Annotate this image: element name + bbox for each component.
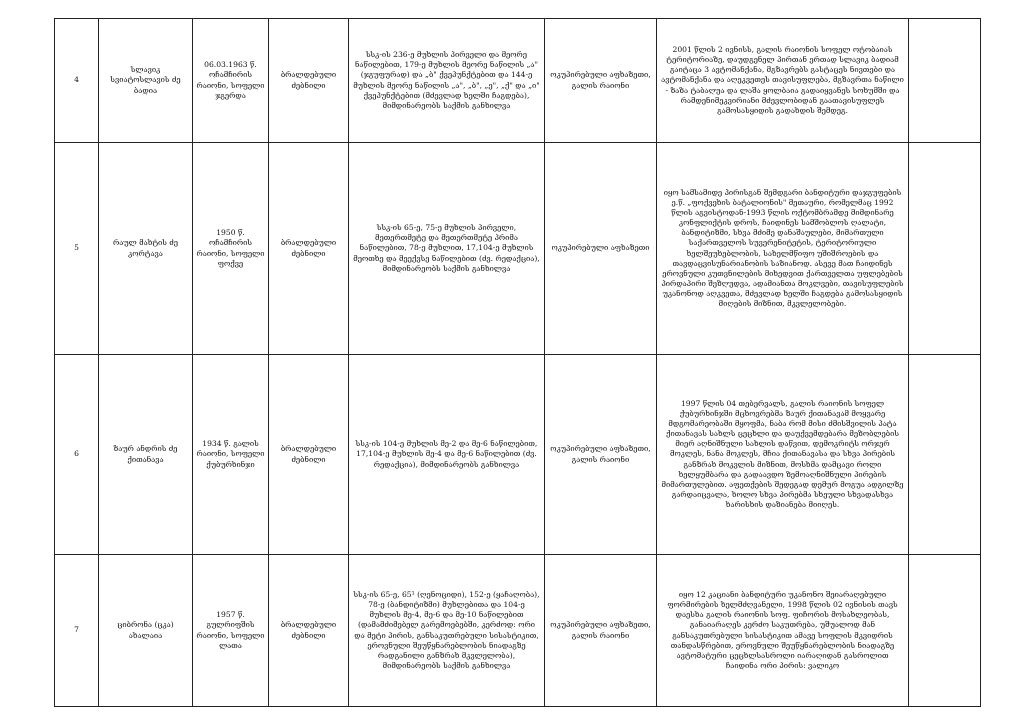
extra-cell (909, 555, 981, 707)
table-row (55, 555, 981, 707)
extra-cell (909, 355, 981, 555)
criminal-articles: სსკ-ის 65-ე, 75-ე მუხლის პირველი, მეთერთმეტე და მეთერთმეტე პრიმა ნაწილებით, 78-ე მუხლით, 17,104-ე მუხლის მეოთხე და მეექვსე ნაწილებით (ძვ. რედაქცია), მიმდინარეობს საქმის განხილვა (349, 143, 545, 355)
location: ოკუპირებული აფხაზეთი, გალის რაიონი (545, 555, 657, 707)
table-row (55, 143, 981, 355)
status: ბრალდებული ძებნილი (269, 555, 349, 707)
criminal-articles: სსკ-ის 104-ე მუხლის მე-2 და მე-6 ნაწილებით, 17,104-ე მუხლის მე-4 და მე-6 ნაწილებით (ძვ. რედაქცია), მიმდინარეობს განხილვა (349, 355, 545, 555)
person-name: სლავიკ სვიატოსლავის ძე ბადია (99, 19, 193, 143)
criminal-articles: სსკ-ის 65-ე, 65¹ (ღენოციდი), 152-ე (ყაჩაღობა), 78-ე (ბანდიტიზმი) მუხლებითა და 104-ე მუხლის მე-4, მე-6 და მე-10 ნაწილებით (დამამძიმებელ გარემოებებში, კერძოდ: ორი და მეტი პირის, განსაკუთრებული სისასტიკით, ეროვნული შეუწყნარებლობის ნიადაგზე რადგანილი განზრახ მკვლელობა), მიმდინარეობს საქმის განხილვა (349, 555, 545, 707)
extra-cell (909, 143, 981, 355)
table-row (55, 355, 981, 555)
birth-info: 1957 წ. გულრიფშის რაიონი, სოფელი ლათა (193, 555, 269, 707)
location: ოკუპირებული აფხაზეთი, გალის რაიონი (545, 19, 657, 143)
criminal-articles: სსკ-ის 236-ე მუხლის პირველი და მეორე ნაწილებით, 179-ე მუხლის მეორე ნაწილის „ა" (ჯგუფურად) და „ბ" ქვეპუნქტებით და 144-ე მუხლის მეორე ნაწილის „ა", „ბ", „ე", „ქ" და „ი" ქვეპუნქტებით (მძევლად ხელში ჩაგდება), მიმდინარეობს საქმის განხილვა (349, 19, 545, 143)
case-narrative: 1997 წლის 04 თებერვალს, გალის რაიონის სოფელ ქუბურხინჯში მცხოვრებმა ზაურ ქითანავამ მოყვარე მდგომარეობაში მყოფმა, ნაბა რომ მისი ძმისშვილის პატა ქითანავას სახლს ცეცხლი და დაუქვემდებარა მეზობლების მიერ აღნიშნული სახლის დაწვით, დემოკრიტს ორჯერ მოკლეს, ნანა მოკლეს, მჩია ქითანავასა და სხვა პირების განზრახ მოკვლის მიზნით, მოსხმა დამცავი როლი ხელყუმბარა და გადაავდო ზემოაღნიშნული პირების მიმართულებით. აფეთქების შედეგად დემურ მოგუა ადგილზე გარდაიცვალა, ხოლო სხვა პირებმა სხეული სხვადასხვა ხარისხის დაზიანება მიიღეს. (657, 355, 909, 555)
location: ოკუპირებული აფხაზეთი, გალის რაიონი (545, 355, 657, 555)
case-narrative: 2001 წლის 2 ივნისს, გალის რაიონის სოფელ ოტობაიას ტერიტორიაზე, დაუდგენელ პირთან ერთად სლავიკ ბადიამ გაიტაცა 3 ავტომანქანა, მგზავრებს გასტაცეს ნივთები და ავტომანქანა და აღეკვეთეს თავისუფლება, მგზავრთა ნაწილი - ზაზა ტაბაღუა და ლაშა ყოლბაია გადაიყვანეს სოხუმში და რამდენიმეკვირიანი მძევლობიდან გაათავისუფლეს გამოსასყიდის გადახდის შემდეგ. (657, 19, 909, 143)
location: ოკუპირებული აფხაზეთი (545, 143, 657, 355)
cases-table (54, 18, 981, 707)
row-number: 4 (55, 19, 99, 143)
person-name: ციბრონა (ცკა) ახალაია (99, 555, 193, 707)
extra-cell (909, 19, 981, 143)
birth-info: 1934 წ. გალის რაიონი, სოფელი ქუბურხინჯი (193, 355, 269, 555)
person-name: ზაურ ანდრის ძე ქითანავა (99, 355, 193, 555)
case-narrative: იყო სამსამიდე პირისგან შემდგარი ბანდიტური დაჯგუფების ე.წ. „ფოქვეხის ბატალიონის" მეთაური, რომელმაც 1992 წლის აგვისტოდან-1993 წლის ოქტომბრამდე მიმდინარე კონფლიქტის დროს, ჩაიდინეს სამშობლოს ღალატი, ბანდიტიზმი, სხვა მძიმე დანაშაულები, მიმართული საქართველოს სუვერენიტეტის, ტერიტორიული ხელშეუხებლობის, სახელმწიფო უშიშროების და თავდაცვისუნარიანობის საზიანოდ. ასევე მათ ჩაიდინეს ეროვნული კუთვნილების მიხედვით ქართველთა უფლებების პირდაპირი შეზღუდვა, ადამიანთა მოკლვები, თავისუფლების უკანონოდ აღკვეთა, მძევლად ხელში ჩაგდება გამოსასყიდის მიღების მიზნით, მკვლელობები. (657, 143, 909, 355)
person-name: რაულ მახტის ძე კორტავა (99, 143, 193, 355)
row-number: 7 (55, 555, 99, 707)
birth-info: 1950 წ. ოჩამჩირის რაიონი, სოფელი ფოქვე (193, 143, 269, 355)
status: ბრალდებული ძებნილი (269, 143, 349, 355)
table-row (55, 19, 981, 143)
status: ბრალდებული ძებნილი (269, 19, 349, 143)
status: ბრალდებული ძებნილი (269, 355, 349, 555)
birth-info: 06.03.1963 წ. ოჩამჩირის რაიონი, სოფელი ჯგერდა (193, 19, 269, 143)
row-number: 6 (55, 355, 99, 555)
case-narrative: იყო 12 კაციანი ბანდიტური უკანონო შეიარაღებული ფორმირების ხელმძღვანელი, 1998 წლის 02 ივნისის თავს დაესხა გალის რაიონის სოფ. ფიჩორის მოსახლეობას, განაიარაღეს კერძო საკუთრება, უშუალოდ მან განსაკუთრებული სისასტიკით ამავე სოფლის მკვიდრის თანდასწრებით, ეროვნული შეუწყნარებლობის ნიადაგზე ავტომატური ცეცხლსასროლი იარაღიდან გასროლით ჩაიდინა ორი პირის: ვალიკო (657, 555, 909, 707)
row-number: 5 (55, 143, 99, 355)
